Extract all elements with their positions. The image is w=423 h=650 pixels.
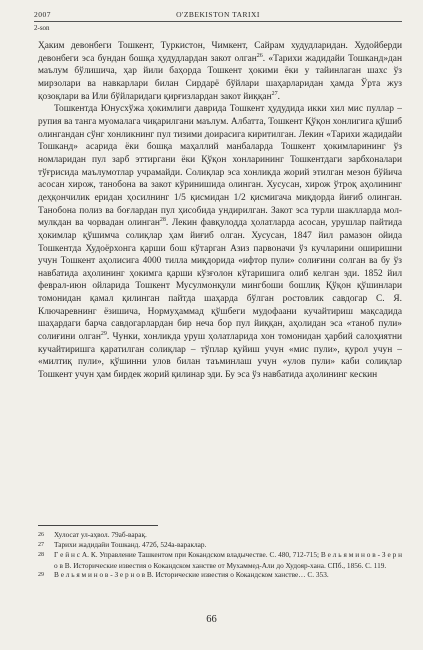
paragraph: [38, 103, 402, 381]
header-journal-title: O'ZBEKISTON TARIXI: [176, 10, 260, 19]
footnote-number: 26: [38, 531, 44, 538]
footnote-ref: 28: [159, 217, 166, 224]
footnote-ref: 26: [256, 52, 263, 59]
paragraph-text: .: [277, 91, 280, 102]
header-year: 2007: [34, 10, 51, 19]
paragraph-text: . Чунки, хонликда уруш ҳолатларида хон томонидан ҳарбий салоҳиятни кучайтиришга қаратилган солиқлар – тўплар қуйиш учун «мис пули», қурол учун – «милтиқ пули», қўшинни улов билан таъминлаш учун «улов пули» каби солиқлар Тошкент учун ҳам бирдек жорий қилинар эди. Бу эса ўз навбатида аҳолининг кескин: [38, 332, 402, 381]
footnote-text: Тарихи жадидайи Тошканд. 472б, 524а-вараклар.: [54, 540, 207, 550]
paragraph: [38, 40, 402, 103]
footnote: [38, 530, 402, 540]
header-rule: [34, 21, 402, 22]
footnotes: [38, 530, 402, 581]
footnote-rule: [38, 525, 158, 526]
paragraph-text: Ҳаким девонбеги Тошкент, Туркистон, Чимкент, Сайрам худудларидан. Худойберди девонбеги эса бундан бошқа ҳудудлардан закот олган: [38, 41, 402, 64]
footnote-number: 28: [38, 551, 44, 558]
paragraph-text: Тошкентда Юнусхўжа ҳокимлиги даврида Тошкент ҳудудида икки хил мис пуллар – рупия ва танга муомалага чиқарилгани маълум. Албатта, Тошкент Қўқон хонлигига қўшиб олингандан сўнг хонликнинг пул тизими доирасига киритилган. Лекин «Тарихи жадидайи Тошканд» асарида ёки бошқа маҳаллий манбаларда Тошкент ҳокимларининг ўз номларидан пул зарб эттиргани ёки Қўқон хонларининг Тошкентдаги зарбхоналари тўғрисида маълумотлар учрамайди. Солиқлар эса хонликда жорий этилган мезон бўйича асосан хирож, танобона ва закот кўринишида олинган. Хусусан, хирож ўтроқ аҳолининг деҳқончилик еридан ҳосилнинг 1/5 қисмидан 1/2 қисмигача миқдорда йиғиб олинган. Танобона полиз ва боғлардан пул ҳисобида ундирилган. Закот эса турли шаклларда мол-мулкдан ва чорвадан олинган: [38, 104, 402, 229]
footnote-ref: 27: [271, 90, 278, 97]
footnote-number: 29: [38, 571, 44, 578]
footnote: [38, 540, 402, 550]
footnote-ref: 29: [100, 330, 107, 337]
footnote: [38, 570, 402, 580]
footnote: [38, 550, 402, 570]
body-text: [38, 40, 402, 382]
paragraph-text: . «Тарихи жадидайи Тошканд»дан маълум бўлишича, ҳар йили баҳорда Тошкент ҳокими ёки у тайинлаган шахс ўз мирзолари ва навкарлари билан Сирдарё бўйлари шаҳарларидан ҳамда Ўрта жуз қозоқлари ва Или бўйларидаги қирғизлардан закот йиққан: [38, 53, 402, 102]
paragraph-text: . Лекин фавқулодда ҳолатларда асосан, урушлар пайтида ҳокимлар қўшимча солиқлар ҳам йиғиб олган. Хусусан, 1847 йил рамазон ойида Тошкентда Худоёрхонга қарши бош кўтарган Азиз парвоначи ўз кучларини оширишни учун Тошкент аҳолисига 4000 тилла миқдорида «ифтор пули» солиғини солган ва бу ўз навбатида аҳолининг ҳокимга қарши кўзғолон кўтаришига олиб келган эди. 1852 йил феврал-июн ойларида Тошкент Мусулмонқули мингбоши бошлиқ Қўқон қўшинлари томонидан қамал қилинган пайтда шаҳарда бўлган ростовлик савдогар С. Я. Ключаревнинг ёзишича, Нормуҳаммад қўшбеги мудофаани кучайтириш мақсадида шаҳардаги барча савдогарлардан бир неча бор пул йиққан, аҳолидан эса «таноб пули» солиғини олган: [38, 218, 402, 343]
footnote-number: 27: [38, 541, 44, 548]
header-issue: 2-son: [34, 24, 50, 32]
footnote-text: Хулосат ул-аҳвол. 79аб-варақ.: [54, 530, 147, 539]
page-number: 66: [206, 614, 217, 625]
footnote-text: Г е й н с А. К. Управление Ташкентом при Кокандском владычестве. С. 480, 712-715; В е л ь я м и н о в - З е р н о в В. Исторические известия о Кокандском ханстве от Мухаммед-Али до Худояр-хана. СПб., 1856. С. 119.: [54, 550, 402, 570]
footnote-text: В е л ь я м и н о в - З е р н о в В. Исторические известия о Кокандском ханстве… С. 353.: [54, 570, 329, 580]
